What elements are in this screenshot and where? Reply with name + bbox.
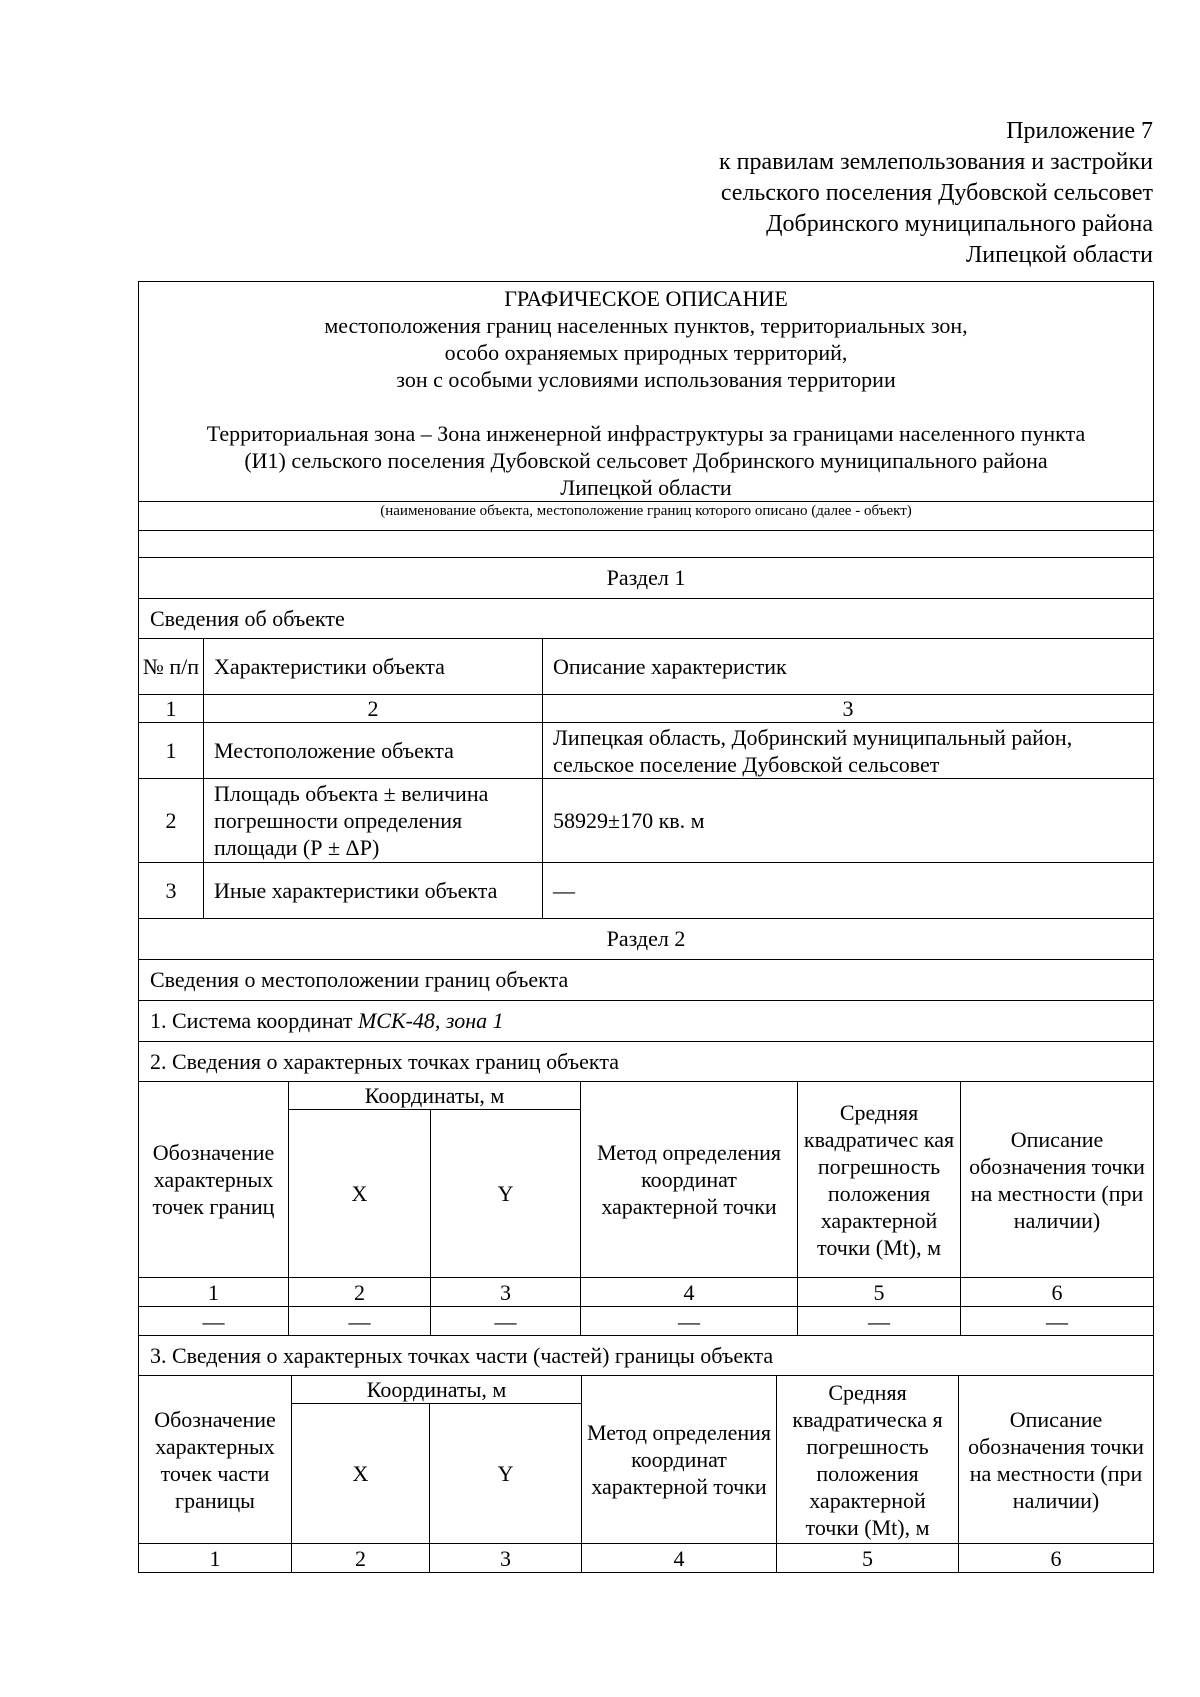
- section-2-label: Раздел 2: [606, 926, 686, 951]
- table-row: [139, 863, 1154, 919]
- title-subline-1: местоположения границ населенных пунктов, территориальных зон,: [324, 313, 968, 338]
- row-number: 3: [139, 863, 204, 919]
- section-2-frame: [138, 919, 1154, 1082]
- col-index: 2: [204, 695, 543, 723]
- col-index: 6: [961, 1278, 1154, 1307]
- col-index: 4: [581, 1278, 798, 1307]
- col-index: 5: [777, 1544, 959, 1573]
- appendix-line-1: Приложение 7: [1006, 118, 1153, 144]
- blank-row: [139, 530, 1153, 557]
- col-header-point: Обозначение характерных точек части границы: [139, 1376, 292, 1544]
- boundary-points-table: [138, 1081, 1154, 1336]
- appendix-line-4: Добринского муниципального района: [766, 211, 1153, 237]
- row-value: Липецкая область, Добринский муниципальный район, сельское поселение Дубовской сельсовет: [543, 723, 1154, 779]
- empty-cell: —: [961, 1307, 1154, 1336]
- row-characteristic: Местоположение объекта: [204, 723, 543, 779]
- col-index: 3: [430, 1544, 582, 1573]
- title-subline-2: особо охраняемых природных территорий,: [444, 340, 848, 365]
- document-title: ГРАФИЧЕСКОЕ ОПИСАНИЕ: [504, 286, 788, 311]
- col-header-y: Y: [430, 1404, 582, 1544]
- col-index: 3: [431, 1278, 581, 1307]
- col-header-method: Метод определения координат характерной точки: [582, 1376, 777, 1544]
- col-header-coordinates: Координаты, м: [292, 1376, 582, 1404]
- object-info-table: [138, 638, 1154, 919]
- column-index-row: [139, 1278, 1154, 1307]
- section-2-heading: Сведения о местоположении границ объекта: [139, 959, 1153, 1000]
- table-row: [139, 779, 1154, 863]
- appendix-line-5: Липецкой области: [966, 242, 1153, 268]
- appendix-header: [719, 116, 1153, 271]
- column-index-row: [139, 695, 1154, 723]
- title-subline-3: зон с особыми условиями использования территории: [396, 367, 896, 392]
- row-value: —: [543, 863, 1154, 919]
- boundary-parts-table: [138, 1375, 1154, 1573]
- empty-cell: —: [139, 1307, 289, 1336]
- col-index: 2: [292, 1544, 430, 1573]
- table-header-row: [139, 1082, 1154, 1110]
- section-1-heading: Сведения об объекте: [139, 598, 1153, 639]
- appendix-line-3: сельского поселения Дубовской сельсовет: [720, 180, 1153, 206]
- row-number: 2: [139, 779, 204, 863]
- empty-cell: —: [798, 1307, 961, 1336]
- points-heading: 2. Сведения о характерных точках границ объекта: [139, 1041, 1153, 1082]
- col-index: 5: [798, 1278, 961, 1307]
- zone-line-3: Липецкой области: [560, 475, 732, 500]
- col-index: 6: [959, 1544, 1154, 1573]
- object-name-note: (наименование объекта, местоположение границ которого описано (далее - объект): [139, 501, 1153, 530]
- row-characteristic: Иные характеристики объекта: [204, 863, 543, 919]
- empty-cell: —: [431, 1307, 581, 1336]
- table-header-row: [139, 1376, 1154, 1404]
- col-index: 1: [139, 695, 204, 723]
- section-1-label: Раздел 1: [139, 557, 1153, 598]
- parts-frame: [138, 1336, 1154, 1376]
- row-number: 1: [139, 723, 204, 779]
- table-row: [139, 1307, 1154, 1336]
- col-header-method: Метод определения координат характерной точки: [581, 1082, 798, 1278]
- table-header-row: [139, 639, 1154, 695]
- appendix-line-2: к правилам землепользования и застройки: [718, 149, 1153, 175]
- empty-cell: —: [581, 1307, 798, 1336]
- zone-line-1: Территориальная зона – Зона инженерной инфраструктуры за границами населенного пункта: [206, 421, 1086, 446]
- col-header-x: X: [289, 1110, 431, 1278]
- col-header-coordinates: Координаты, м: [289, 1082, 581, 1110]
- coordinate-system-value: МСК-48, зона 1: [357, 1008, 504, 1033]
- empty-cell: —: [289, 1307, 431, 1336]
- parts-heading: 3. Сведения о характерных точках части (частей) границы объекта: [150, 1343, 774, 1368]
- col-header-number: № п/п: [139, 639, 204, 695]
- coordinate-system-row: [139, 1000, 1153, 1041]
- document-form: [138, 281, 1154, 1573]
- col-header-x: X: [292, 1404, 430, 1544]
- table-row: [139, 723, 1154, 779]
- col-header-error: Средняя квадратическа я погрешность положения характерной точки (Mt), м: [777, 1376, 959, 1544]
- col-index: 1: [139, 1278, 289, 1307]
- col-header-error: Средняя квадратичес кая погрешность положения характерной точки (Mt), м: [798, 1082, 961, 1278]
- col-header-description: Описание обозначения точки на местности (при наличии): [961, 1082, 1154, 1278]
- col-header-point: Обозначение характерных точек границ: [139, 1082, 289, 1278]
- col-index: 3: [543, 695, 1154, 723]
- col-header-description: Описание характеристик: [543, 639, 1154, 695]
- col-index: 1: [139, 1544, 292, 1573]
- row-characteristic: Площадь объекта ± величина погрешности определения площади (Р ± ΔР): [204, 779, 543, 863]
- col-index: 2: [289, 1278, 431, 1307]
- title-frame: [138, 281, 1154, 639]
- row-value: 58929±170 кв. м: [543, 779, 1154, 863]
- col-index: 4: [582, 1544, 777, 1573]
- col-header-y: Y: [431, 1110, 581, 1278]
- title-block: [139, 282, 1153, 501]
- column-index-row: [139, 1544, 1154, 1573]
- zone-line-2: (И1) сельского поселения Дубовской сельсовет Добринского муниципального района: [244, 448, 1048, 473]
- col-header-characteristic: Характеристики объекта: [204, 639, 543, 695]
- col-header-description: Описание обозначения точки на местности (при наличии): [959, 1376, 1154, 1544]
- coordinate-system-prefix: 1. Система координат: [150, 1008, 358, 1033]
